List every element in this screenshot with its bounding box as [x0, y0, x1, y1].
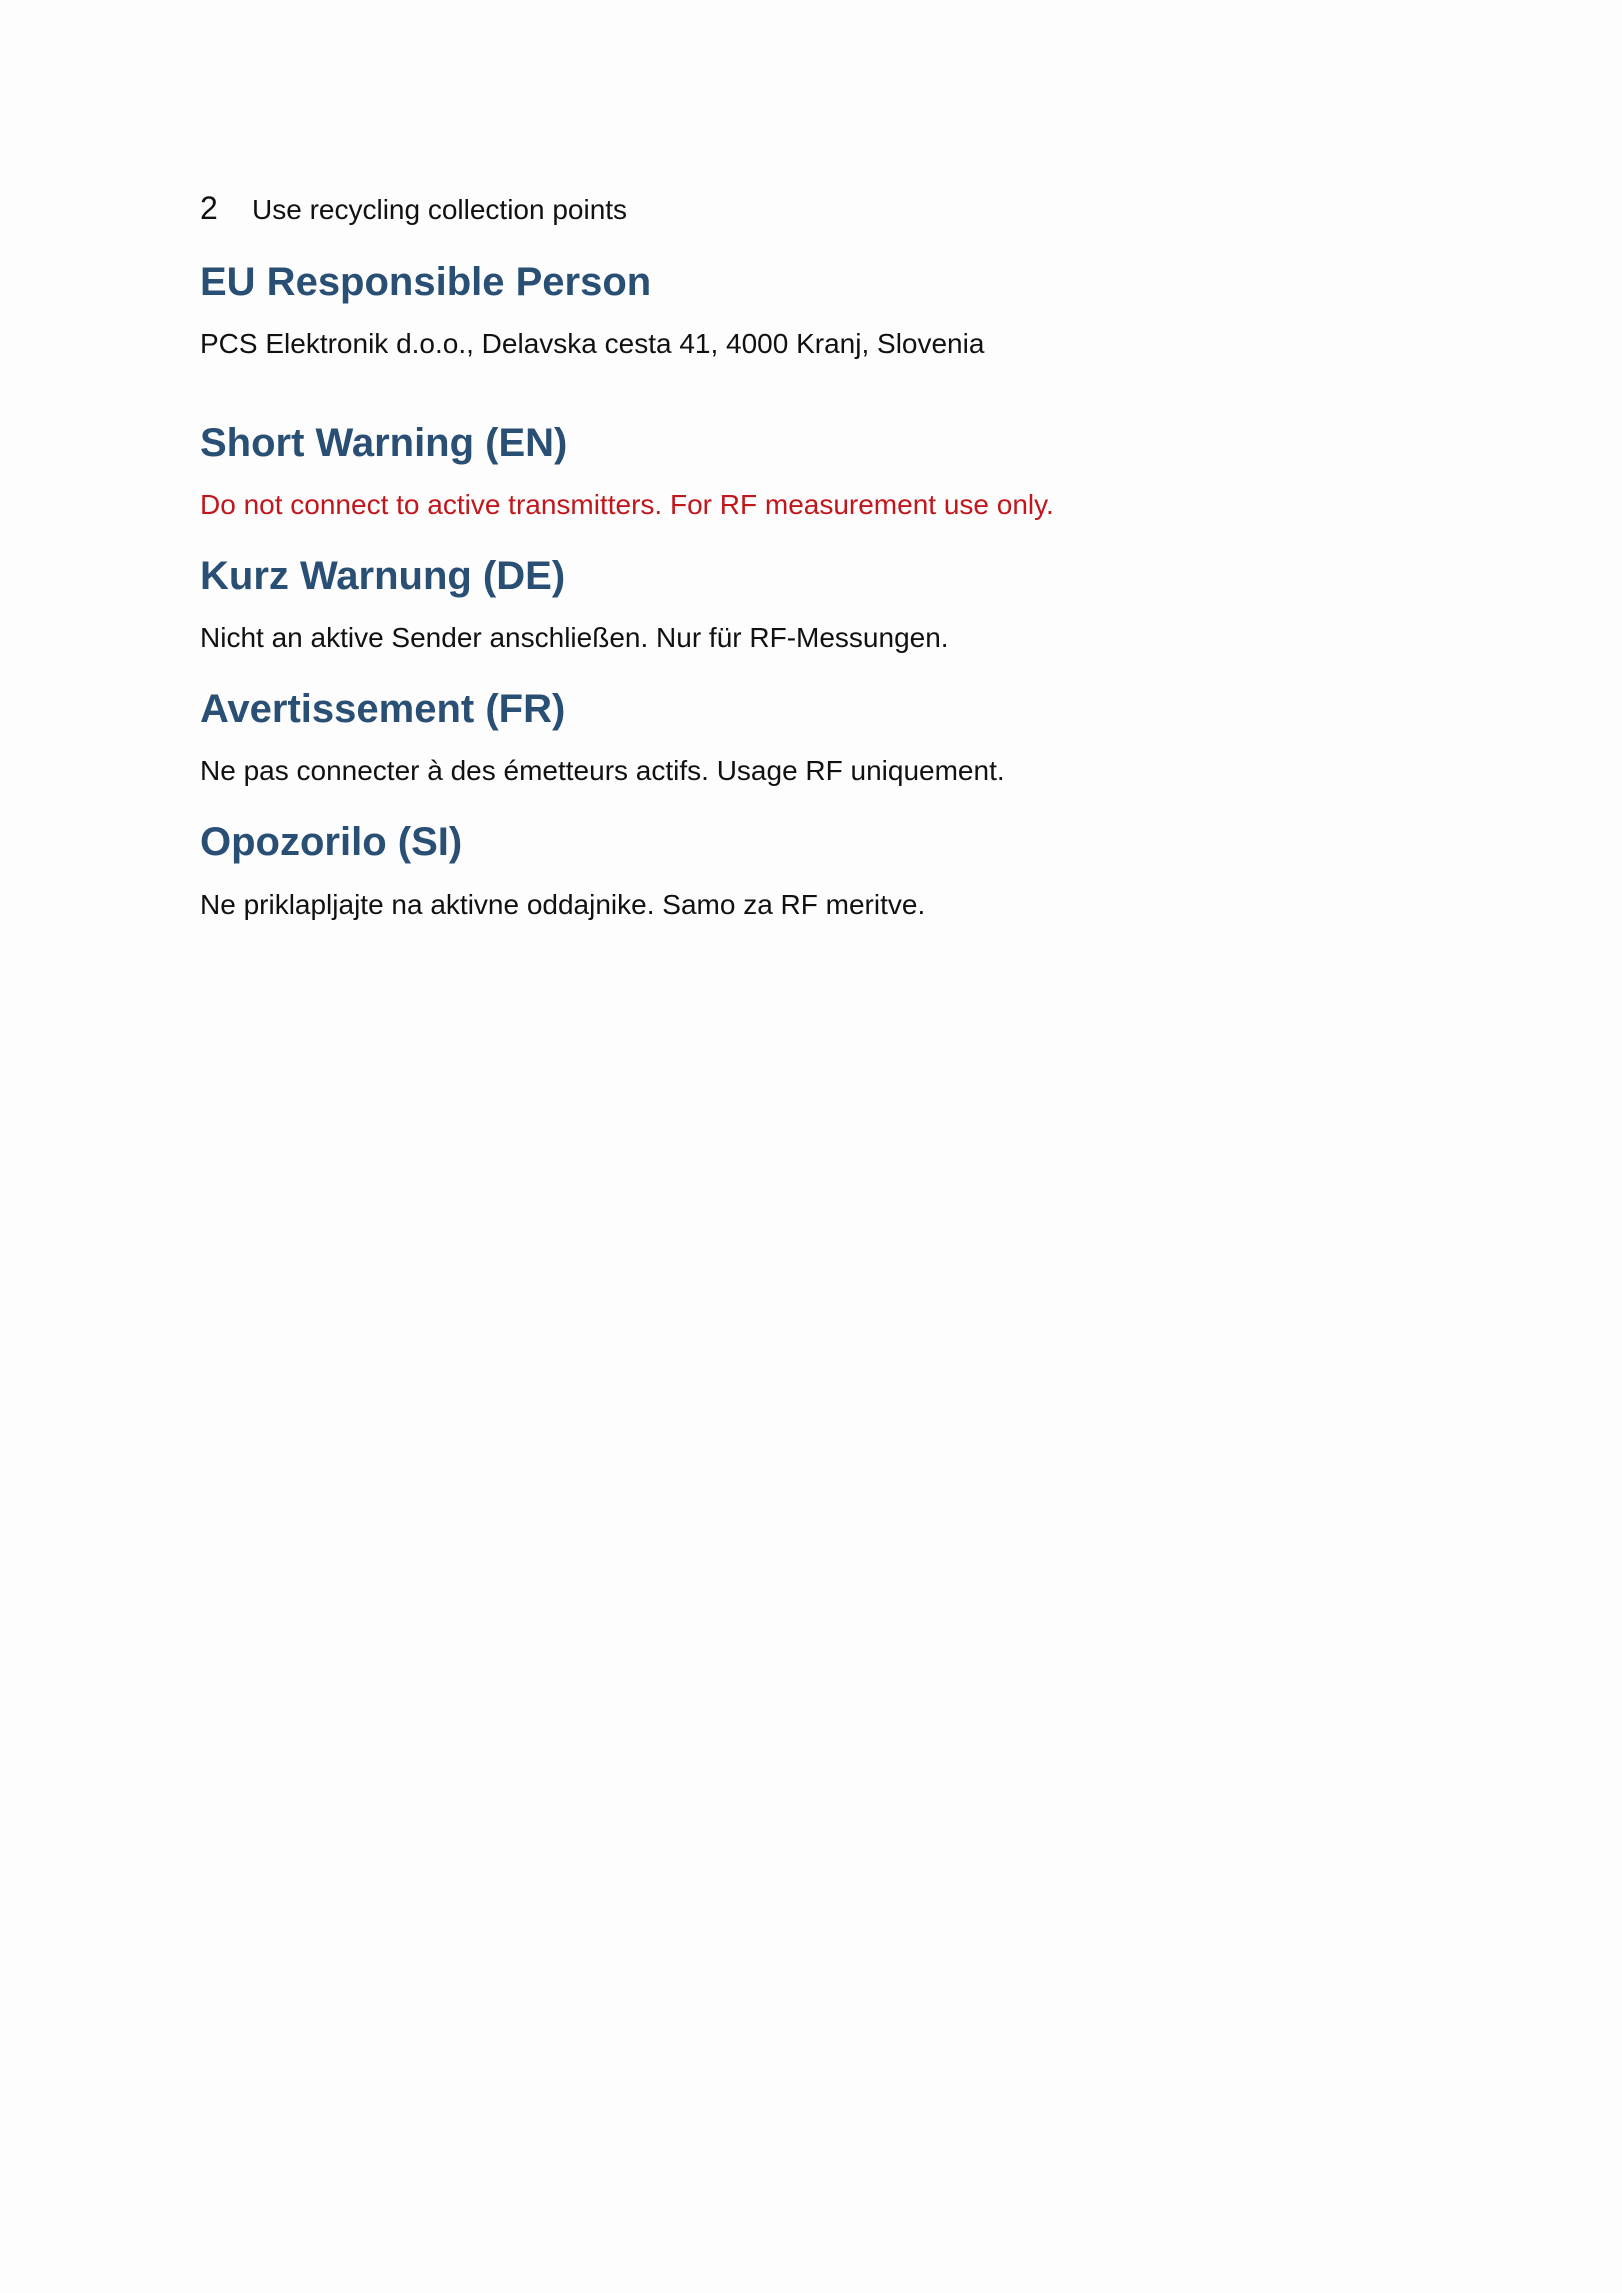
list-number: 2: [200, 190, 218, 226]
list-item: [200, 190, 627, 227]
eu-responsible-address: PCS Elektronik d.o.o., Delavska cesta 41, 4000 Kranj, Slovenia: [200, 328, 985, 359]
list-item-text: Use recycling collection points: [252, 194, 628, 225]
warning-en-text: Do not connect to active transmitters. For RF measurement use only.: [200, 489, 1054, 520]
warning-fr-text: Ne pas connecter à des émetteurs actifs. Usage RF uniquement.: [200, 755, 1005, 786]
warning-fr-heading: Avertissement (FR): [200, 687, 566, 731]
warning-de-text: Nicht an aktive Sender anschließen. Nur für RF-Messungen.: [200, 622, 949, 653]
eu-responsible-heading: EU Responsible Person: [200, 260, 652, 304]
warning-si-heading: Opozorilo (SI): [200, 820, 463, 864]
warning-si-text: Ne priklapljajte na aktivne oddajnike. Samo za RF meritve.: [200, 889, 926, 920]
warning-de-heading: Kurz Warnung (DE): [200, 554, 566, 598]
warning-en-heading: Short Warning (EN): [200, 421, 568, 465]
